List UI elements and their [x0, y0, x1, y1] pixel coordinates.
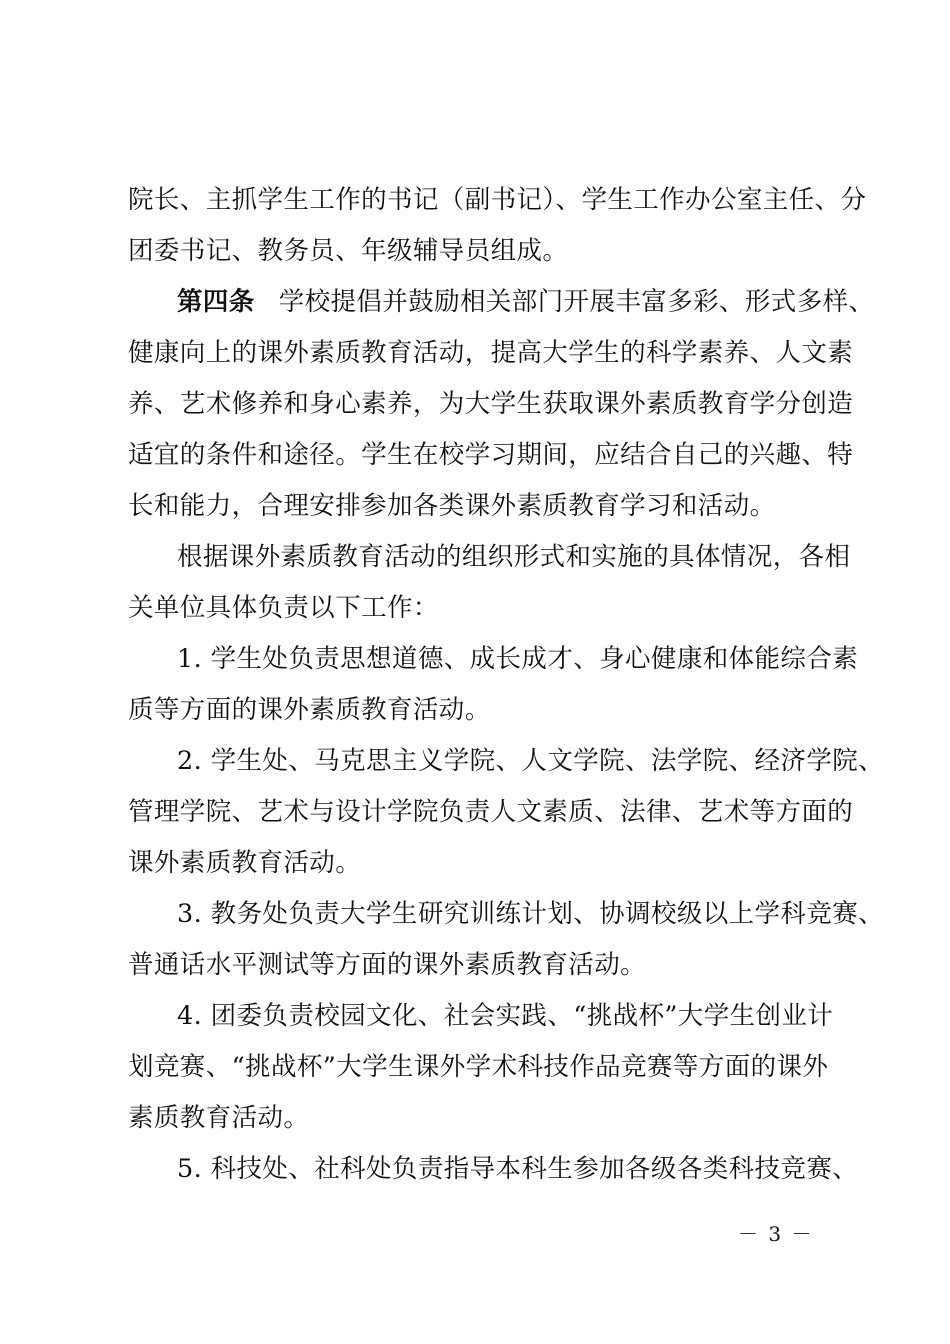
paragraph-line: 适宜的条件和途径。学生在校学习期间，应结合自己的兴趣、特	[128, 440, 854, 470]
article-heading: 第四条	[177, 287, 255, 317]
list-item-line: 3. 教务处负责大学生研究训练计划、协调校级以上学科竞赛、	[177, 899, 885, 929]
list-item-line: 课外素质教育活动。	[128, 848, 362, 878]
list-item-line: 素质教育活动。	[128, 1103, 310, 1133]
list-item-line: 普通话水平测试等方面的课外素质教育活动。	[128, 950, 647, 980]
list-item-line: 4. 团委负责校园文化、社会实践、“挑战杯”大学生创业计	[177, 1001, 834, 1031]
list-item-line: 划竞赛、“挑战杯”大学生课外学术科技作品竞赛等方面的课外	[128, 1052, 829, 1082]
list-item-line: 质等方面的课外素质教育活动。	[128, 695, 491, 725]
paragraph-line: 团委书记、教务员、年级辅导员组成。	[128, 236, 569, 266]
page-number: － 3 －	[738, 1222, 814, 1246]
paragraph-line: 健康向上的课外素质教育活动，提高大学生的科学素养、人文素	[128, 338, 854, 368]
list-item-line: 1. 学生处负责思想道德、成长成才、身心健康和体能综合素	[177, 644, 859, 674]
article-text: 学校提倡并鼓励相关部门开展丰富多彩、形式多样、	[278, 287, 875, 317]
list-item-line: 2. 学生处、马克思主义学院、人文学院、法学院、经济学院、	[177, 746, 885, 776]
paragraph-line: 关单位具体负责以下工作：	[128, 593, 439, 623]
article-4-first-line	[0, 282, 950, 322]
list-item-line: 管理学院、艺术与设计学院负责人文素质、法律、艺术等方面的	[128, 797, 854, 827]
paragraph-line: 院长、主抓学生工作的书记（副书记）、学生工作办公室主任、分	[128, 185, 867, 215]
paragraph-line: 养、艺术修养和身心素养，为大学生获取课外素质教育学分创造	[128, 389, 854, 419]
list-item-line: 5. 科技处、社科处负责指导本科生参加各级各类科技竞赛、	[177, 1154, 859, 1184]
paragraph-line: 根据课外素质教育活动的组织形式和实施的具体情况，各相	[177, 542, 851, 572]
paragraph-line: 长和能力，合理安排参加各类课外素质教育学习和活动。	[128, 491, 776, 521]
